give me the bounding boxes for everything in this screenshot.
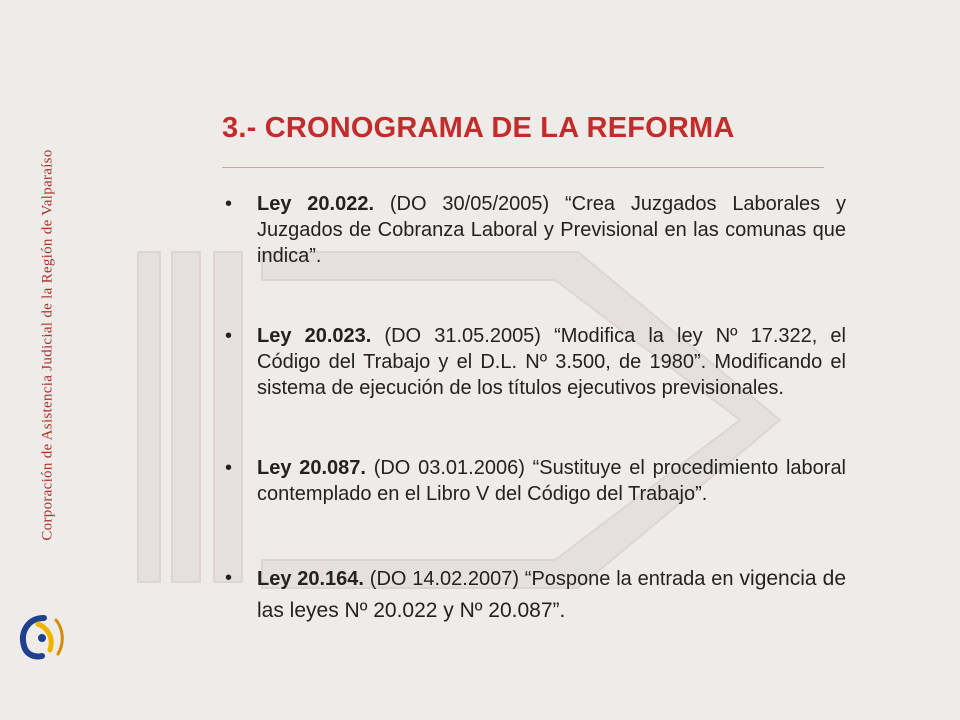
organization-vertical-text: Corporación de Asistencia Judicial de la Región de Valparaíso xyxy=(39,149,56,541)
bullet-icon: • xyxy=(225,325,233,347)
watermark-bar-1 xyxy=(138,252,160,582)
list-item-text xyxy=(257,323,846,401)
law-description: (DO 14.02.2007) “Pospone la entrada en xyxy=(364,568,734,590)
logo-icon xyxy=(14,612,74,662)
list-item xyxy=(225,191,846,269)
list-item-text xyxy=(257,455,846,507)
law-list xyxy=(225,191,846,627)
law-description: (DO 30/05/2005) “Crea Juzgados Laborales y Juzgados de Cobranza Laboral y Previsional en las comunas que indica”. xyxy=(257,193,846,267)
list-item xyxy=(225,563,846,627)
law-number: Ley 20.023. xyxy=(257,325,372,347)
list-item-text xyxy=(257,563,846,627)
law-description: (DO 03.01.2006) “Sustituye el procedimiento laboral contemplado en el Libro V del Código del Trabajo”. xyxy=(257,457,847,505)
law-number: Ley 20.087. xyxy=(257,457,366,479)
bullet-icon: • xyxy=(225,193,233,215)
list-item xyxy=(225,323,846,401)
bullet-icon: • xyxy=(225,567,233,589)
watermark-bar-2 xyxy=(172,252,200,582)
law-number: Ley 20.022. xyxy=(257,193,375,215)
list-item-text xyxy=(257,191,846,269)
list-item xyxy=(225,455,846,507)
page-title: 3.- CRONOGRAMA DE LA REFORMA xyxy=(222,112,735,144)
law-description-continued: vigencia de las leyes Nº 20.022 y Nº 20.087”. xyxy=(257,567,847,622)
law-description: (DO 31.05.2005) “Modifica la ley Nº 17.322, el Código del Trabajo y el D.L. Nº 3.500, de 1980”. Modificando el sistema de ejecución de los títulos ejecutivos previsionales. xyxy=(257,325,846,399)
title-divider xyxy=(222,167,824,168)
law-number: Ley 20.164. xyxy=(257,568,364,590)
bullet-icon: • xyxy=(225,457,233,479)
